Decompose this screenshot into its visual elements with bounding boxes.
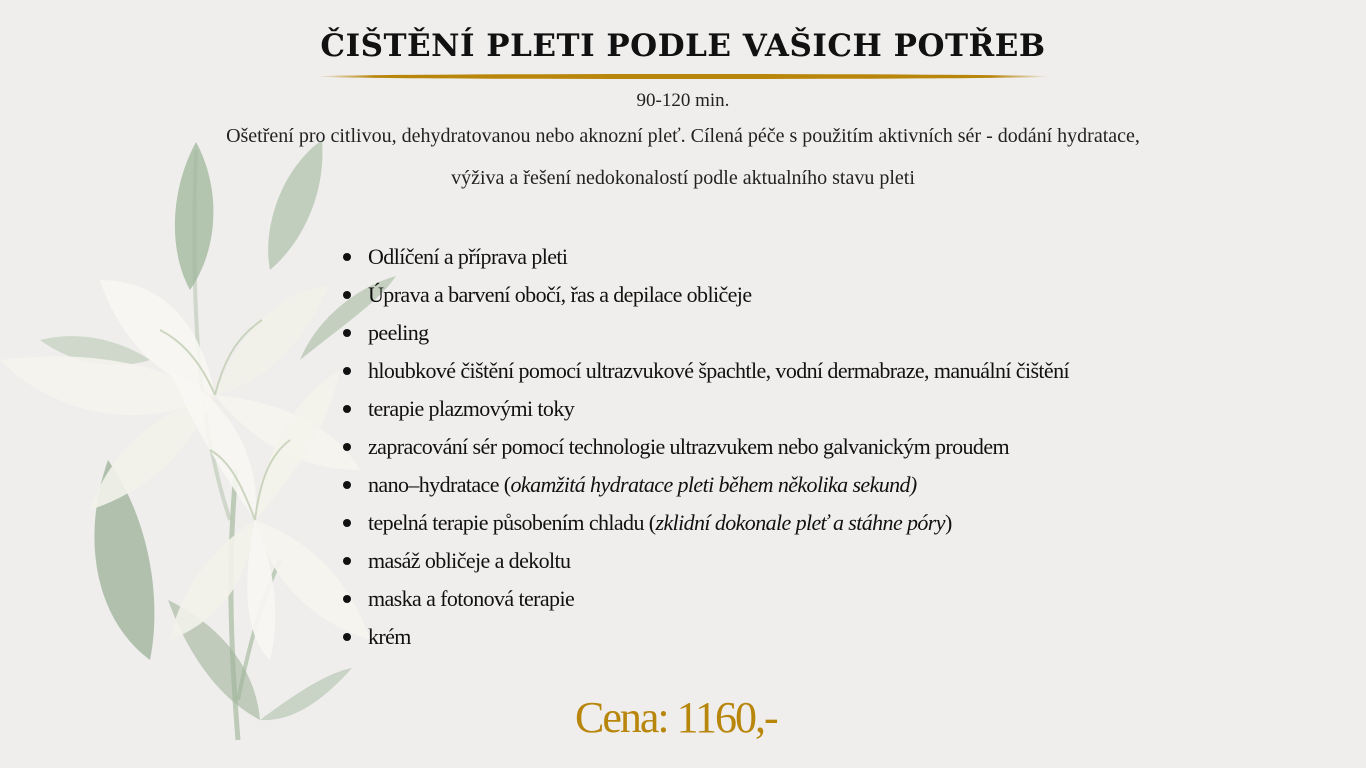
service-item: tepelná terapie působením chladu (zklidní dokonale pleť a stáhne póry) [340, 504, 1098, 542]
bullet-icon [343, 329, 351, 337]
page-title: ČIŠTĚNÍ PLETI PODLE VAŠICH POTŘEB [320, 28, 1046, 64]
service-item: maska a fotonová terapie [340, 580, 1098, 618]
bullet-icon [343, 633, 351, 641]
bullet-icon [343, 253, 351, 261]
service-item: Úprava a barvení obočí, řas a depilace obličeje [340, 276, 1098, 314]
bullet-icon [343, 367, 351, 375]
service-item: nano–hydratace (okamžitá hydratace pleti během několika sekund) [340, 466, 1098, 504]
bullet-icon [343, 595, 351, 603]
service-item: masáž obličeje a dekoltu [340, 542, 1098, 580]
treatment-duration: 90-120 min. [636, 90, 730, 111]
bullet-icon [343, 443, 351, 451]
bullet-icon [343, 519, 351, 527]
service-item: zapracování sér pomocí technologie ultrazvukem nebo galvanickým proudem [340, 428, 1098, 466]
bullet-icon [343, 291, 351, 299]
service-list [340, 238, 1098, 656]
service-item: terapie plazmovými toky [340, 390, 1098, 428]
bullet-icon [343, 481, 351, 489]
service-note: okamžitá hydratace pleti během několika sekund) [510, 472, 917, 497]
bullet-icon [343, 557, 351, 565]
service-item: hloubkové čištění pomocí ultrazvukové špachtle, vodní dermabraze, manuální čištění [340, 352, 1098, 390]
service-item: krém [340, 618, 1098, 656]
title-underline [316, 74, 1050, 79]
service-item: Odlíčení a příprava pleti [340, 238, 1098, 276]
service-item: peeling [340, 314, 1098, 352]
service-note: zklidní dokonale pleť a stáhne póry [655, 510, 945, 535]
treatment-description: Ošetření pro citlivou, dehydratovanou nebo aknozní pleť. Cílená péče s použitím aktivních sér - dodání hydratace, výživa a řešení nedokonalostí podle aktualního stavu pleti [226, 125, 1140, 189]
price-label: Cena: 1160,- [575, 693, 777, 742]
bullet-icon [343, 405, 351, 413]
